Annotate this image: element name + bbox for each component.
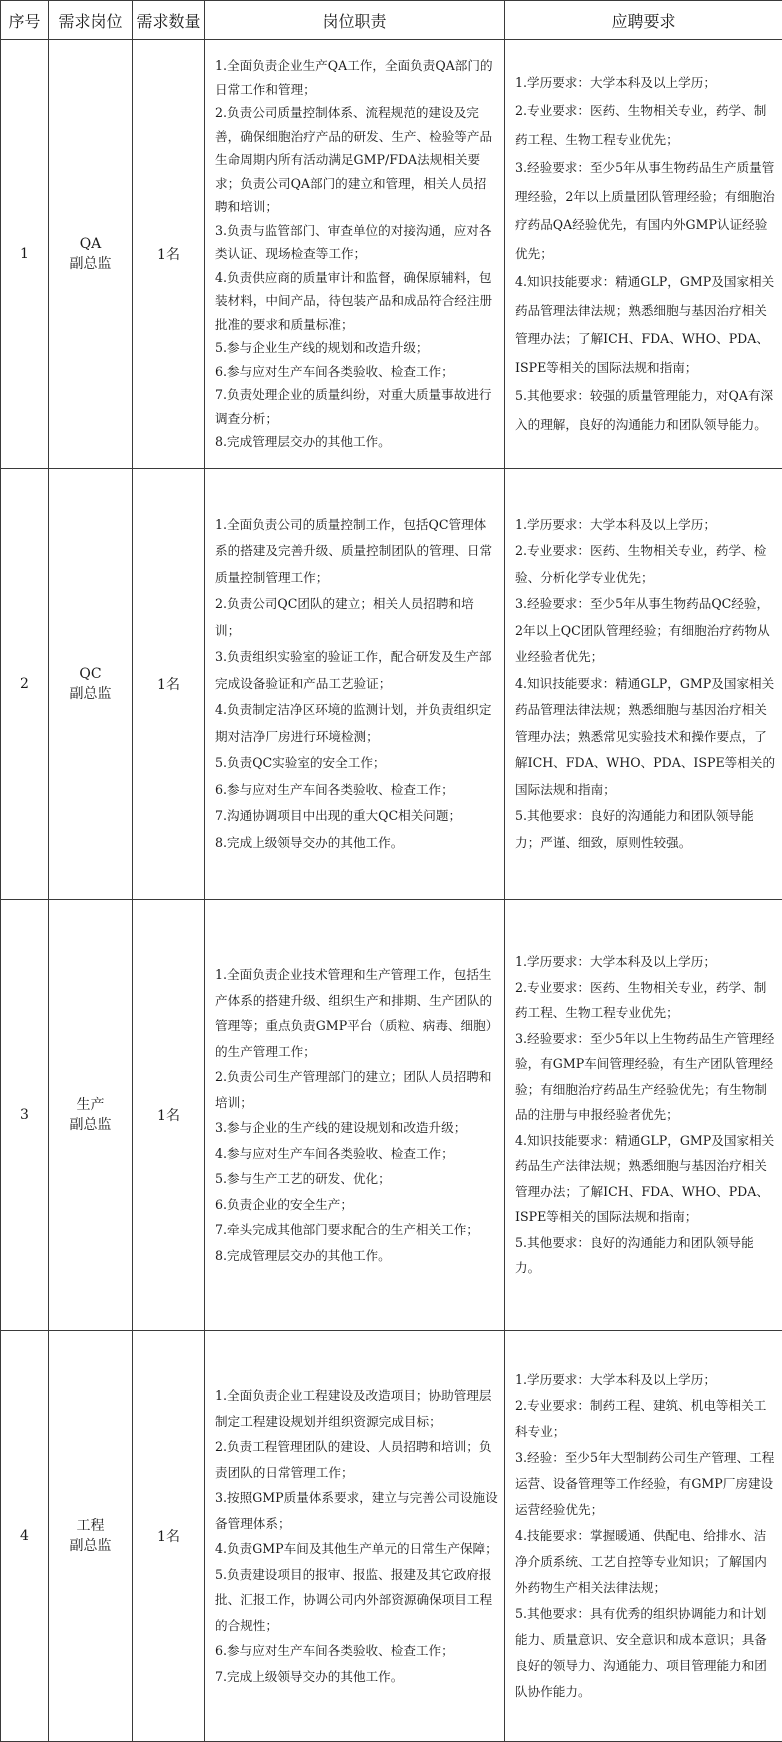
row-count: 1名 bbox=[133, 469, 205, 900]
table-row bbox=[1, 469, 782, 900]
requirement-item: 2.专业要求：制药工程、建筑、机电等相关工科专业； bbox=[515, 1393, 776, 1445]
row-no: 3 bbox=[1, 900, 49, 1331]
position-line: 生产 bbox=[49, 1095, 132, 1115]
header-duties: 岗位职责 bbox=[205, 1, 505, 40]
duty-item: 6.参与应对生产车间各类验收、检查工作； bbox=[215, 360, 498, 384]
table-row bbox=[1, 40, 782, 469]
duty-item: 1.全面负责企业工程建设及改造项目；协助管理层制定工程建设规划并组织资源完成目标； bbox=[215, 1383, 498, 1434]
requirement-item: 3.经验要求：至少5年从事生物药品QC经验，2年以上QC团队管理经验；有细胞治疗药物从业经验者优先； bbox=[515, 591, 776, 671]
duty-item: 1.全面负责公司的质量控制工作，包括QC管理体系的搭建及完善升级、质量控制团队的管理、日常质量控制管理工作； bbox=[215, 512, 498, 592]
requirement-item: 4.知识技能要求：精通GLP，GMP及国家相关药品管理法律法规；熟悉细胞与基因治疗相关管理办法；熟悉常见实验技术和操作要点，了解ICH、FDA、WHO、PDA、ISPE等相关的国际法规和指南； bbox=[515, 671, 776, 804]
header-requirements: 应聘要求 bbox=[505, 1, 782, 40]
row-count: 1名 bbox=[133, 1331, 205, 1742]
row-requirements bbox=[505, 900, 782, 1331]
table-row bbox=[1, 900, 782, 1331]
duty-item: 2.负责公司质量控制体系、流程规范的建设及完善，确保细胞治疗产品的研发、生产、检验等产品生命周期内所有活动满足GMP/FDA法规相关要求；负责公司QA部门的建立和管理，相关人员招聘和培训； bbox=[215, 101, 498, 219]
requirement-item: 1.学历要求：大学本科及以上学历； bbox=[515, 69, 776, 98]
duty-item: 2.负责工程管理团队的建设、人员招聘和培训；负责团队的日常管理工作； bbox=[215, 1434, 498, 1485]
requirement-item: 1.学历要求：大学本科及以上学历； bbox=[515, 1367, 776, 1393]
duty-item: 1.全面负责企业生产QA工作，全面负责QA部门的日常工作和管理； bbox=[215, 54, 498, 101]
duty-item: 5.负责QC实验室的安全工作； bbox=[215, 750, 498, 777]
duty-item: 3.负责组织实验室的验证工作，配合研发及生产部完成设备验证和产品工艺验证； bbox=[215, 644, 498, 697]
requirement-item: 3.经验要求：至少5年以上生物药品生产管理经验，有GMP车间管理经验，有生产团队管理经验；有细胞治疗药品生产经验优先；有生物制品的注册与申报经验者优先； bbox=[515, 1026, 776, 1128]
duty-item: 7.完成上级领导交办的其他工作。 bbox=[215, 1664, 498, 1690]
duty-item: 2.负责公司生产管理部门的建立；团队人员招聘和培训； bbox=[215, 1064, 498, 1115]
duty-item: 5.参与生产工艺的研发、优化； bbox=[215, 1166, 498, 1192]
position-line: 副总监 bbox=[49, 254, 132, 274]
duty-item: 7.负责处理企业的质量纠纷，对重大质量事故进行调查分析； bbox=[215, 383, 498, 430]
table-row bbox=[1, 1331, 782, 1742]
duty-item: 8.完成管理层交办的其他工作。 bbox=[215, 1243, 498, 1269]
position-line: QA bbox=[49, 234, 132, 254]
requirement-item: 1.学历要求：大学本科及以上学历； bbox=[515, 512, 776, 539]
position-line: QC bbox=[49, 664, 132, 684]
duty-item: 8.完成管理层交办的其他工作。 bbox=[215, 430, 498, 454]
position-line: 副总监 bbox=[49, 1115, 132, 1135]
duty-item: 6.负责企业的安全生产； bbox=[215, 1192, 498, 1218]
requirement-item: 2.专业要求：医药、生物相关专业，药学、制药工程、生物工程专业优先； bbox=[515, 975, 776, 1026]
duty-item: 4.负责GMP车间及其他生产单元的日常生产保障； bbox=[215, 1536, 498, 1562]
row-position bbox=[49, 900, 133, 1331]
duty-item: 5.参与企业生产线的规划和改造升级； bbox=[215, 336, 498, 360]
duty-item: 3.负责与监管部门、审查单位的对接沟通，应对各类认证、现场检查等工作； bbox=[215, 219, 498, 266]
header-count: 需求数量 bbox=[133, 1, 205, 40]
row-position bbox=[49, 469, 133, 900]
row-requirements bbox=[505, 40, 782, 469]
header-no: 序号 bbox=[1, 1, 49, 40]
row-no: 4 bbox=[1, 1331, 49, 1742]
row-no: 1 bbox=[1, 40, 49, 469]
requirement-item: 3.经验：至少5年大型制药公司生产管理、工程运营、设备管理等工作经验，有GMP厂房建设运营经验优先； bbox=[515, 1445, 776, 1523]
duty-item: 3.参与企业的生产线的建设规划和改造升级； bbox=[215, 1115, 498, 1141]
requirement-item: 3.经验要求：至少5年从事生物药品生产质量管理经验，2年以上质量团队管理经验；有细胞治疗药品QA经验优先，有国内外GMP认证经验优先； bbox=[515, 154, 776, 268]
requirement-item: 5.其他要求：较强的质量管理能力，对QA有深入的理解，良好的沟通能力和团队领导能力。 bbox=[515, 382, 776, 439]
row-position bbox=[49, 40, 133, 469]
row-requirements bbox=[505, 1331, 782, 1742]
requirement-item: 4.知识技能要求：精通GLP，GMP及国家相关药品生产法律法规；熟悉细胞与基因治疗相关管理办法；了解ICH、FDA、WHO、PDA、ISPE等相关的国际法规和指南； bbox=[515, 1128, 776, 1230]
duty-item: 1.全面负责企业技术管理和生产管理工作，包括生产体系的搭建升级、组织生产和排期、生产团队的管理等；重点负责GMP平台（质粒、病毒、细胞）的生产管理工作； bbox=[215, 962, 498, 1064]
duty-item: 2.负责公司QC团队的建立；相关人员招聘和培训； bbox=[215, 591, 498, 644]
requirement-item: 4.技能要求：掌握暖通、供配电、给排水、洁净介质系统、工艺自控等专业知识；了解国内外药物生产相关法律法规； bbox=[515, 1523, 776, 1601]
row-count: 1名 bbox=[133, 40, 205, 469]
header-row bbox=[1, 1, 782, 40]
row-duties bbox=[205, 469, 505, 900]
duty-item: 4.参与应对生产车间各类验收、检查工作； bbox=[215, 1141, 498, 1167]
row-requirements bbox=[505, 469, 782, 900]
position-line: 工程 bbox=[49, 1516, 132, 1536]
duty-item: 4.负责制定洁净区环境的监测计划，并负责组织定期对洁净厂房进行环境检测； bbox=[215, 697, 498, 750]
duty-item: 7.沟通协调项目中出现的重大QC相关问题； bbox=[215, 803, 498, 830]
duty-item: 8.完成上级领导交办的其他工作。 bbox=[215, 830, 498, 857]
row-duties bbox=[205, 1331, 505, 1742]
requirement-item: 5.其他要求：良好的沟通能力和团队领导能力；严谨、细致，原则性较强。 bbox=[515, 803, 776, 856]
header-position: 需求岗位 bbox=[49, 1, 133, 40]
requirement-item: 2.专业要求：医药、生物相关专业，药学、检验、分析化学专业优先； bbox=[515, 538, 776, 591]
duty-item: 6.参与应对生产车间各类验收、检查工作； bbox=[215, 777, 498, 804]
row-count: 1名 bbox=[133, 900, 205, 1331]
position-line: 副总监 bbox=[49, 1536, 132, 1556]
position-line: 副总监 bbox=[49, 684, 132, 704]
row-position bbox=[49, 1331, 133, 1742]
duty-item: 6.参与应对生产车间各类验收、检查工作； bbox=[215, 1638, 498, 1664]
duty-item: 4.负责供应商的质量审计和监督，确保原辅料，包装材料，中间产品，待包装产品和成品符合经注册批准的要求和质量标准； bbox=[215, 266, 498, 337]
requirement-item: 4.知识技能要求：精通GLP，GMP及国家相关药品管理法律法规；熟悉细胞与基因治疗相关管理办法；了解ICH、FDA、WHO、PDA、ISPE等相关的国际法规和指南； bbox=[515, 268, 776, 382]
row-duties bbox=[205, 900, 505, 1331]
requirement-item: 5.其他要求：具有优秀的组织协调能力和计划能力、质量意识、安全意识和成本意识；具备良好的领导力、沟通能力、项目管理能力和团队协作能力。 bbox=[515, 1601, 776, 1705]
duty-item: 7.牵头完成其他部门要求配合的生产相关工作； bbox=[215, 1217, 498, 1243]
requirement-item: 1.学历要求：大学本科及以上学历； bbox=[515, 949, 776, 975]
row-duties bbox=[205, 40, 505, 469]
requirement-item: 2.专业要求：医药、生物相关专业，药学、制药工程、生物工程专业优先； bbox=[515, 97, 776, 154]
requirement-item: 5.其他要求：良好的沟通能力和团队领导能力。 bbox=[515, 1230, 776, 1281]
duty-item: 3.按照GMP质量体系要求，建立与完善公司设施设备管理体系； bbox=[215, 1485, 498, 1536]
row-no: 2 bbox=[1, 469, 49, 900]
duty-item: 5.负责建设项目的报审、报监、报建及其它政府报批、汇报工作，协调公司内外部资源确保项目工程的合规性； bbox=[215, 1562, 498, 1639]
